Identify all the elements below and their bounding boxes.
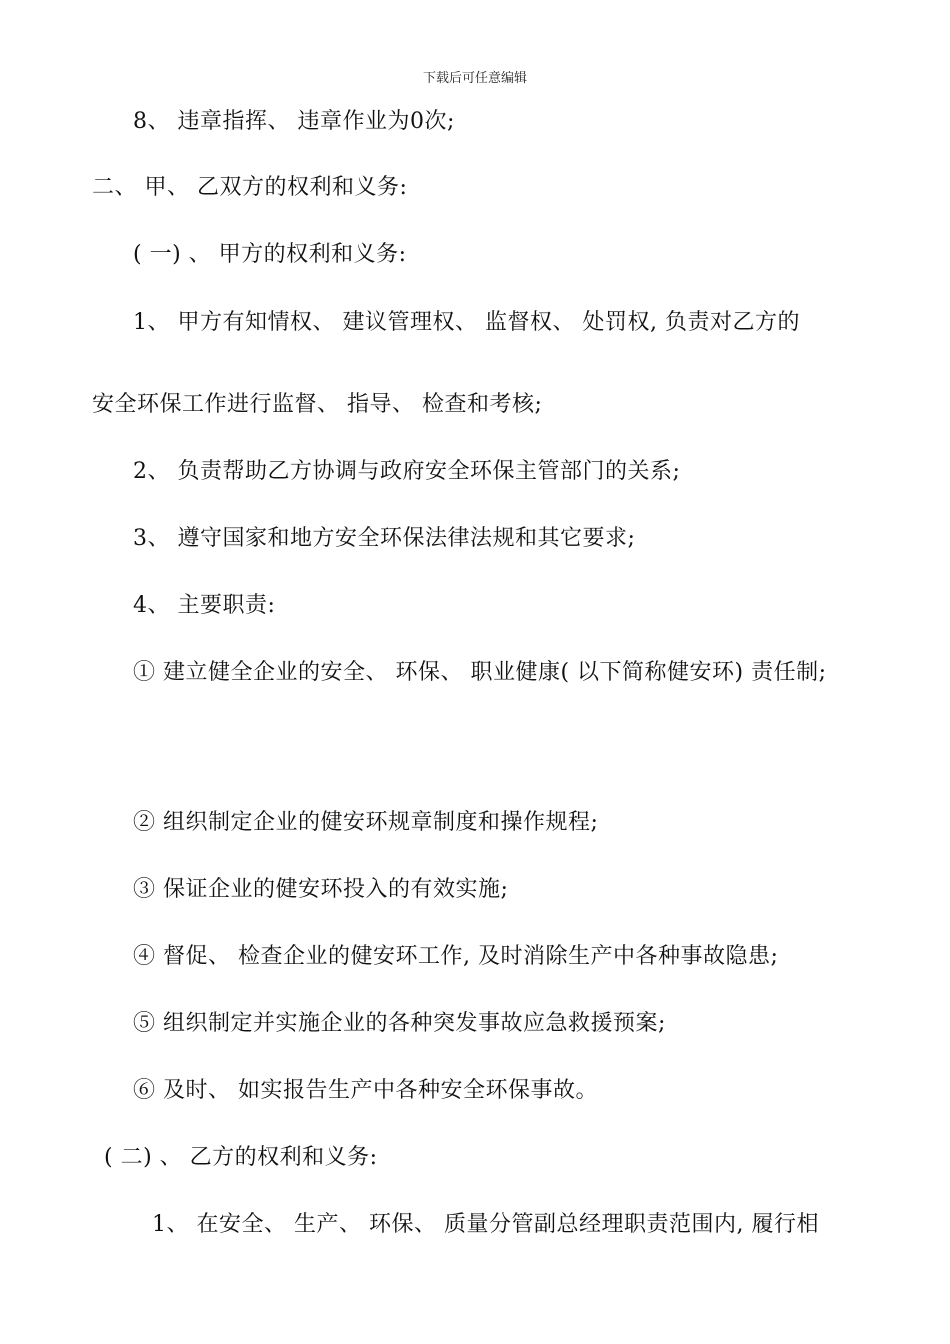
party-a-item-4-heading: 4、 主要职责: — [133, 593, 276, 618]
party-b-item-1-line-1: 1、 在安全、 生产、 环保、 质量分管副总经理职责范围内, 履行相 — [152, 1212, 819, 1237]
duty-2: ② 组织制定企业的健安环规章制度和操作规程; — [133, 810, 599, 835]
page-header-note: 下载后可任意编辑 — [422, 71, 527, 86]
duty-3: ③ 保证企业的健安环投入的有效实施; — [133, 877, 509, 902]
duty-1: ① 建立健全企业的安全、 环保、 职业健康( 以下简称健安环) 责任制; — [133, 660, 827, 685]
party-a-item-1-line-2: 安全环保工作进行监督、 指导、 检查和考核; — [92, 392, 543, 417]
party-a-item-1-line-1: 1、 甲方有知情权、 建议管理权、 监督权、 处罚权, 负责对乙方的 — [133, 310, 800, 335]
duty-5: ⑤ 组织制定并实施企业的各种突发事故应急救援预案; — [133, 1011, 666, 1036]
duty-4: ④ 督促、 检查企业的健安环工作, 及时消除生产中各种事故隐患; — [133, 944, 779, 969]
party-a-item-3: 3、 遵守国家和地方安全环保法律法规和其它要求; — [133, 526, 636, 551]
clause-8-zero-violations: 8、 违章指挥、 违章作业为0次; — [133, 109, 455, 134]
subsection-party-a-heading: ( 一) 、 甲方的权利和义务: — [133, 242, 407, 267]
section-2-heading: 二、 甲、 乙双方的权利和义务: — [92, 175, 408, 200]
duty-6: ⑥ 及时、 如实报告生产中各种安全环保事故。 — [133, 1078, 598, 1103]
party-a-item-2: 2、 负责帮助乙方协调与政府安全环保主管部门的关系; — [133, 459, 681, 484]
subsection-party-b-heading: ( 二) 、 乙方的权利和义务: — [104, 1145, 378, 1170]
